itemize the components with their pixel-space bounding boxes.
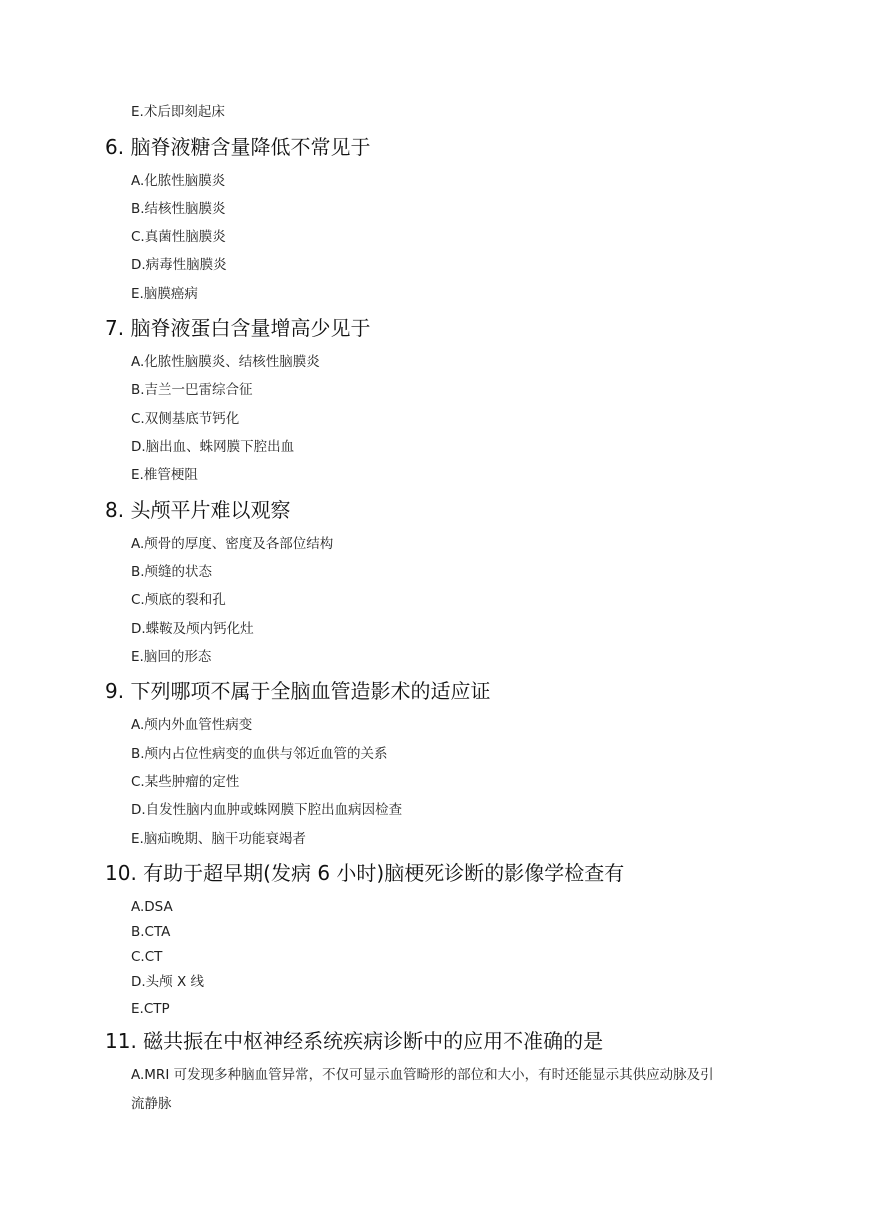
option-6d: D.病毒性脑膜炎: [131, 257, 227, 273]
option-10e: E.CTP: [131, 1001, 170, 1017]
option-9d: D.自发性脑内血肿或蛛网膜下腔出血病因检查: [131, 802, 403, 818]
option-8d: D.蝶鞍及颅内钙化灶: [131, 621, 254, 637]
option-10a: A.DSA: [131, 899, 173, 915]
question-9-title: 9. 下列哪项不属于全脑血管造影术的适应证: [105, 679, 491, 703]
option-8a: A.颅骨的厚度、密度及各部位结构: [131, 536, 334, 552]
option-5e: E.术后即刻起床: [131, 104, 225, 120]
option-9b: B.颅内占位性病变的血供与邻近血管的关系: [131, 746, 388, 762]
question-7-title: 7. 脑脊液蛋白含量增高少见于: [105, 316, 371, 340]
question-6-title: 6. 脑脊液糖含量降低不常见于: [105, 135, 371, 159]
option-11a-continued: 流静脉: [131, 1096, 172, 1112]
option-6e: E.脑膜癌病: [131, 286, 198, 302]
option-11a: A.MRI 可发现多种脑血管异常，不仅可显示血管畸形的部位和大小，有时还能显示其供应动脉及引: [131, 1067, 714, 1083]
option-7d: D.脑出血、蛛网膜下腔出血: [131, 439, 295, 455]
question-8-title: 8. 头颅平片难以观察: [105, 498, 291, 522]
option-6a: A.化脓性脑膜炎: [131, 173, 226, 189]
option-9a: A.颅内外血管性病变: [131, 717, 253, 733]
question-11-title: 11. 磁共振在中枢神经系统疾病诊断中的应用不准确的是: [105, 1029, 604, 1053]
option-8b: B.颅缝的状态: [131, 564, 213, 580]
option-9c: C.某些肿瘤的定性: [131, 774, 240, 790]
option-8e: E.脑回的形态: [131, 649, 212, 665]
option-8c: C.颅底的裂和孔: [131, 592, 226, 608]
option-7e: E.椎管梗阻: [131, 467, 198, 483]
option-7b: B.吉兰一巴雷综合征: [131, 382, 253, 398]
option-7a: A.化脓性脑膜炎、结核性脑膜炎: [131, 354, 320, 370]
option-9e: E.脑疝晚期、脑干功能衰竭者: [131, 831, 306, 847]
option-10d: D.头颅 X 线: [131, 974, 205, 990]
question-10-title: 10. 有助于超早期(发病 6 小时)脑梗死诊断的影像学检查有: [105, 861, 625, 885]
option-10b: B.CTA: [131, 924, 171, 940]
option-7c: C.双侧基底节钙化: [131, 411, 240, 427]
option-6b: B.结核性脑膜炎: [131, 201, 226, 217]
option-10c: C.CT: [131, 949, 163, 965]
option-6c: C.真菌性脑膜炎: [131, 229, 226, 245]
